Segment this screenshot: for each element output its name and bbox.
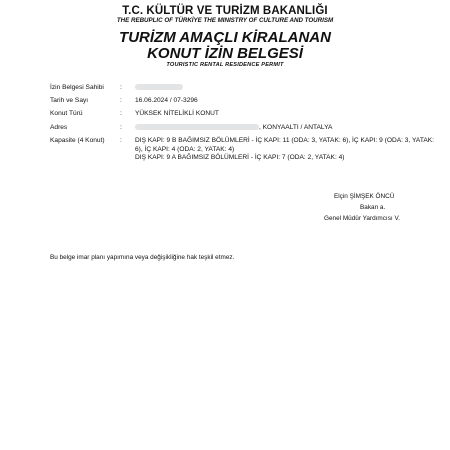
- ministry-name-english: THE REBUPLIC OF TÜRKİYE THE MINISTRY OF CULTURE AND TOURISM: [116, 17, 334, 24]
- capacity-line-9a: DIŞ KAPI: 9 A BAĞIMSIZ BÖLÜMLERİ - İÇ KAPI: 7 (ODA: 2, YATAK: 4): [135, 154, 345, 161]
- field-date-number-value: 16.06.2024 / 07-3296: [135, 97, 198, 104]
- field-capacity-value: [135, 137, 435, 163]
- field-residence-type-label: Konut Türü: [50, 110, 83, 117]
- field-owner-colon: :: [120, 84, 122, 91]
- field-residence-type-value: YÜKSEK NİTELİKLİ KONUT: [135, 110, 219, 117]
- field-address-label: Adres: [50, 124, 68, 131]
- redacted-owner-name: [135, 84, 183, 90]
- document-title-english: TOURISTIC RENTAL RESIDENCE PERMIT: [166, 62, 284, 68]
- field-owner-label: İzin Belgesi Sahibi: [50, 84, 104, 91]
- ministry-name: T.C. KÜLTÜR VE TURİZM BAKANLIĞI: [122, 5, 328, 17]
- field-owner-value-redacted: [135, 84, 445, 93]
- field-address-colon: :: [120, 124, 122, 131]
- signatory-name: Elçin ŞİMŞEK ÖNCÜ: [334, 193, 395, 200]
- document-title-line2: KONUT İZİN BELGESİ: [147, 45, 303, 62]
- field-date-number-colon: :: [120, 97, 122, 104]
- document-title-line1: TURİZM AMAÇLI KİRALANAN: [119, 29, 331, 46]
- capacity-line-9b: DIŞ KAPI: 9 B BAĞIMSIZ BÖLÜMLERİ - İÇ KAPI: 11 (ODA: 3, YATAK: 6), İÇ KAPI: 9 (ODA: 3, YATAK: 6), İÇ KAPI: 4 (ODA: 2, YATAK: 4): [135, 137, 434, 153]
- field-residence-type-colon: :: [120, 110, 122, 117]
- legal-note: Bu belge imar planı yapımına veya değişikliğine hak teşkil etmez.: [50, 254, 235, 261]
- field-address-value: [135, 124, 445, 133]
- signatory-authority: Bakan a.: [360, 204, 386, 211]
- field-capacity-label: Kapasite (4 Konut): [50, 137, 105, 144]
- field-capacity-colon: :: [120, 137, 122, 144]
- redacted-address: [135, 124, 259, 130]
- field-address-city: , KONYAALTI / ANTALYA: [259, 124, 333, 131]
- signatory-title: Genel Müdür Yardımcısı V.: [324, 215, 400, 222]
- field-date-number-label: Tarih ve Sayı: [50, 97, 89, 104]
